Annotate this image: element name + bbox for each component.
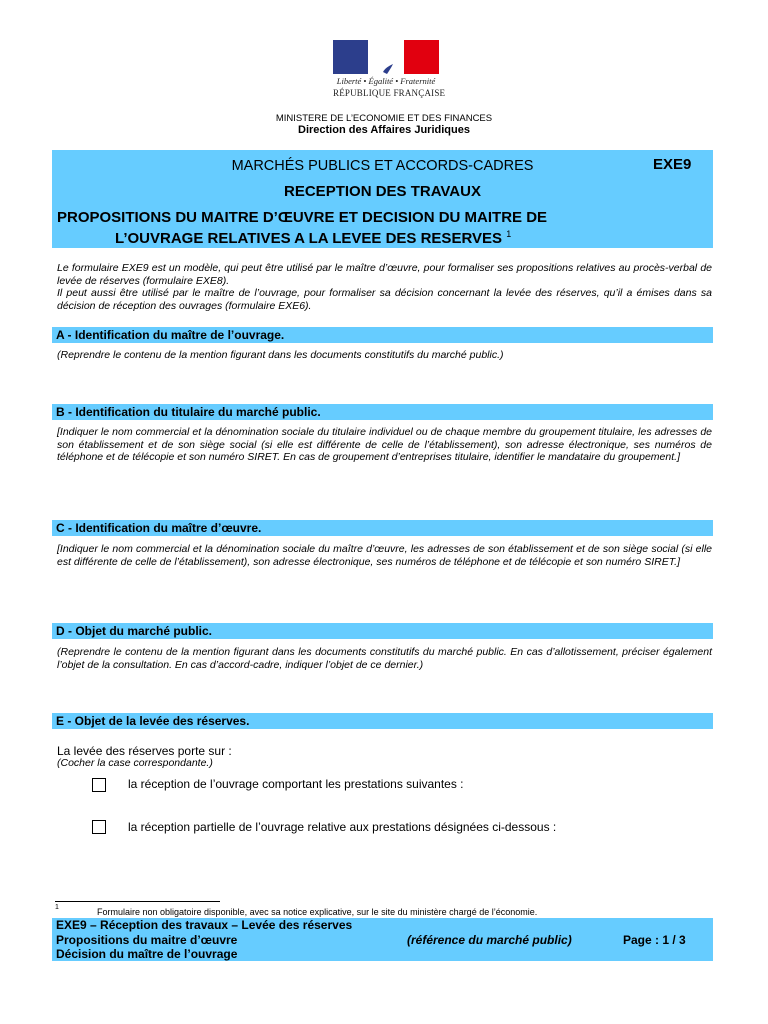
partial-reception-checkbox[interactable]	[92, 820, 106, 834]
footnote-reference: 1	[506, 229, 512, 239]
form-code: EXE9	[653, 156, 692, 173]
footer-line-3: Décision du maître de l’ouvrage	[56, 947, 238, 961]
full-reception-label: la réception de l’ouvrage comportant les prestations suivantes :	[128, 777, 464, 791]
footnote-number: 1	[55, 904, 59, 911]
republique-francaise-logo	[333, 40, 446, 100]
footnote-separator	[55, 901, 220, 902]
section-b-header: B - Identification du titulaire du marché public.	[52, 404, 713, 420]
section-e-intro: La levée des réserves porte sur :	[57, 744, 232, 758]
form-title: RECEPTION DES TRAVAUX	[284, 183, 481, 200]
section-e-header: E - Objet de la levée des réserves.	[52, 713, 713, 729]
section-a-header: A - Identification du maître de l’ouvrage.	[52, 327, 713, 343]
footnote-text: Formulaire non obligatoire disponible, avec sa notice explicative, sur le site du ministère chargé de l’économie.	[97, 907, 538, 917]
partial-reception-label: la réception partielle de l’ouvrage relative aux prestations désignées ci-dessous :	[128, 820, 557, 834]
form-category: MARCHÉS PUBLICS ET ACCORDS-CADRES	[231, 158, 534, 174]
section-d-header: D - Objet du marché public.	[52, 623, 713, 639]
footer-page-number: Page : 1 / 3	[623, 933, 686, 947]
section-c-instructions: [Indiquer le nom commercial et la dénomination sociale du maître d’œuvre, les adresses de son établissement et de son siège social (si elle est différente de celle de l’établissement), son adresse électronique, ses numéros de téléphone et de télécopie et son numéro SIRET.]	[57, 543, 712, 568]
republic-motto: Liberté • Égalité • Fraternité	[336, 76, 436, 86]
footer-line-2: Propositions du maitre d’œuvre	[56, 933, 238, 947]
full-reception-checkbox[interactable]	[92, 778, 106, 792]
footer-line-1: EXE9 – Réception des travaux – Levée des réserves	[56, 918, 353, 932]
ministry-name: MINISTERE DE L’ECONOMIE ET DES FINANCES	[275, 113, 493, 124]
form-subtitle-line2: L’OUVRAGE RELATIVES A LA LEVEE DES RESERVES $^1$	[115, 229, 512, 247]
form-introduction	[57, 262, 712, 312]
direction-name: Direction des Affaires Juridiques	[298, 124, 470, 136]
footer-market-reference: (référence du marché public)	[407, 933, 572, 947]
section-c-header: C - Identification du maître d’œuvre.	[52, 520, 713, 536]
form-subtitle-line1: PROPOSITIONS DU MAITRE D’ŒUVRE ET DECISION DU MAITRE DE	[57, 209, 548, 226]
intro-paragraph-1: Le formulaire EXE9 est un modèle, qui peut être utilisé par le maître d’œuvre, pour formaliser ses propositions relatives au procès-verbal de levée de réserves (formulaire EXE8).	[57, 262, 712, 287]
section-e-hint: (Cocher la case correspondante.)	[57, 757, 213, 769]
section-b-instructions: [Indiquer le nom commercial et la dénomination sociale du titulaire individuel ou de chaque membre du groupement titulaire, les adresses de son établissement et de son siège social (si elle est différente de celle de l’établissement), son adresse électronique, ses numéros de téléphone et de télécopie et son numéro SIRET. En cas de groupement d’entreprises titulaire, identifier le mandataire du groupement.]	[57, 426, 712, 463]
section-d-instructions: (Reprendre le contenu de la mention figurant dans les documents constitutifs du marché public. En cas d’allotissement, préciser également l’objet de la consultation. En cas d’accord-cadre, indiquer l’objet de ce dernier.)	[57, 646, 712, 671]
republic-name: RÉPUBLIQUE FRANÇAISE	[333, 88, 446, 98]
intro-paragraph-2: Il peut aussi être utilisé par le maître de l’ouvrage, pour formaliser sa décision concernant la levée des réserves, qu’il a émises dans sa décision de réception des ouvrages (formulaire EXE6).	[57, 287, 712, 312]
section-a-instructions: (Reprendre le contenu de la mention figurant dans les documents constitutifs du marché public.)	[57, 349, 504, 361]
marianne-profile-icon	[363, 42, 407, 74]
